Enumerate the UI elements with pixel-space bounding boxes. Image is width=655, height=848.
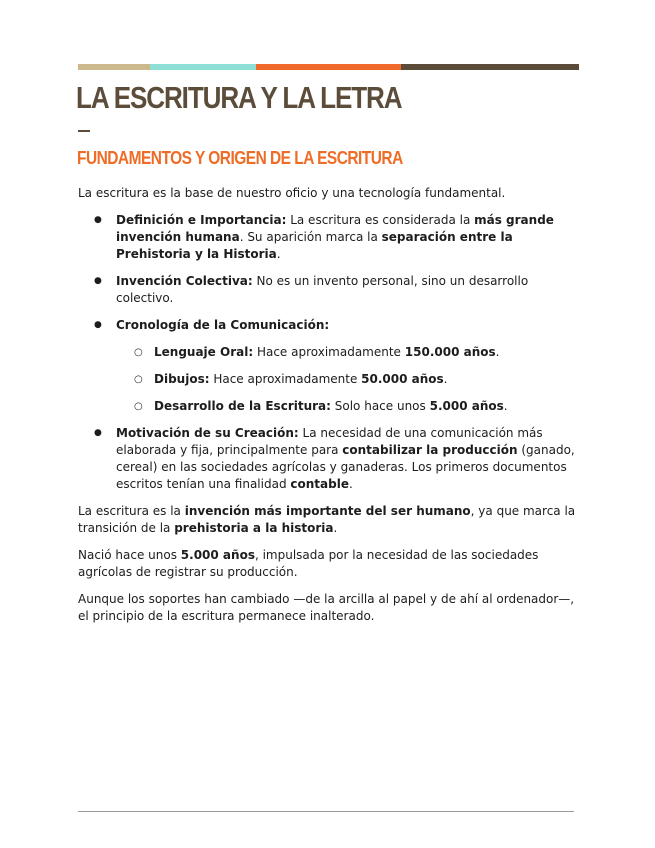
sub-bullet-escritura: ○ Desarrollo de la Escritura: Solo hace unos 5.000 años.	[116, 398, 578, 415]
sub-bullet-lenguaje-oral: ○ Lenguaje Oral: Hace aproximadamente 150.000 años.	[116, 344, 578, 361]
color-bar-segment-brown	[401, 64, 579, 70]
bullet-list	[78, 212, 578, 493]
sub-bullet-list	[116, 344, 578, 415]
title-underline-dash	[78, 130, 90, 132]
document-body	[78, 185, 578, 625]
section-heading: FUNDAMENTOS Y ORIGEN DE LA ESCRITURA	[77, 148, 403, 168]
bullet-definicion: ● Definición e Importancia: La escritura es considerada la más grande invención humana. Su aparición marca la separación entre la Prehistoria y la Historia.	[78, 212, 578, 263]
bullet-invencion-colectiva: ● Invención Colectiva: No es un invento personal, sino un desarrollo colectivo.	[78, 273, 578, 307]
footer-divider	[78, 811, 574, 812]
bullet-cronologia: ● Cronología de la Comunicación: ○ Lenguaje Oral: Hace aproximadamente 150.000 años. ○ Dibujos: Hace aproximadamente 50.000 años. ○ Desarrollo de la Escritura: Solo hace unos 5.000 años.	[78, 317, 578, 415]
color-bar-segment-tan	[78, 64, 150, 70]
paragraph-nacimiento: Nació hace unos 5.000 años, impulsada por la necesidad de las sociedades agrícolas de registrar su producción.	[78, 548, 539, 579]
intro-paragraph: La escritura es la base de nuestro oficio y una tecnología fundamental.	[78, 186, 506, 200]
sub-bullet-dibujos: ○ Dibujos: Hace aproximadamente 50.000 años.	[116, 371, 578, 388]
color-bar-segment-orange	[256, 64, 401, 70]
paragraph-soportes: Aunque los soportes han cambiado —de la arcilla al papel y de ahí al ordenador—, el principio de la escritura permanece inalterado.	[78, 592, 575, 623]
color-bar-segment-teal	[150, 64, 256, 70]
document-title: LA ESCRITURA Y LA LETRA	[76, 80, 402, 115]
header-color-bar	[78, 64, 579, 70]
paragraph-invencion: La escritura es la invención más importante del ser humano, ya que marca la transición de la prehistoria a la historia.	[78, 504, 576, 535]
bullet-motivacion: ● Motivación de su Creación: La necesidad de una comunicación más elaborada y fija, principalmente para contabilizar la producción (ganado, cereal) en las sociedades agrícolas y ganaderas. Los primeros documentos escritos tenían una finalidad contable.	[78, 425, 578, 493]
